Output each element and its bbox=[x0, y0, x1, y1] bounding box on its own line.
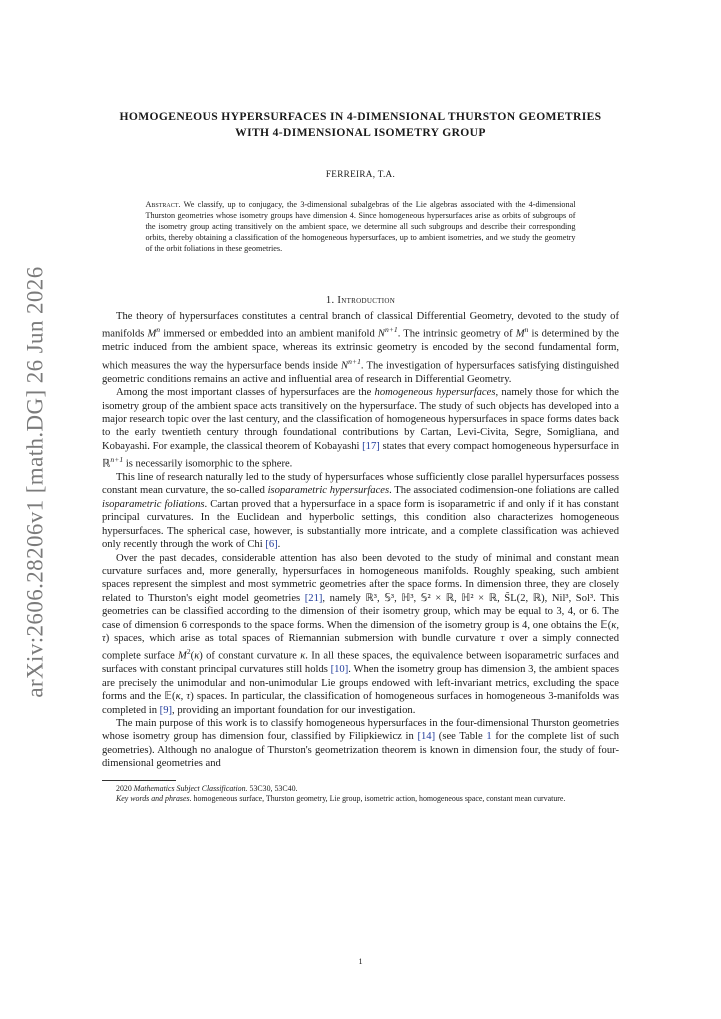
keywords-text: homogeneous surface, Thurston geometry, Lie group, isometric action, homogeneous space, constant mean curvature. bbox=[193, 793, 566, 803]
paper-page bbox=[102, 102, 619, 804]
paragraph-text: for the complete list of such geometries). Although no analogue of Thurston's geometrization theorem is known in dimension four, the study of four-dimensional geometries and bbox=[102, 731, 619, 770]
section-title: Introduction bbox=[337, 295, 396, 306]
paragraph-text: M bbox=[515, 328, 525, 340]
paragraph-text: ) spaces. In particular, the classification of homogeneous surfaces in homogeneous 3-manifolds was completed in bbox=[102, 691, 619, 716]
paragraph-text: ) of constant curvature bbox=[199, 650, 301, 662]
paragraph-text: . When the isometry group has dimension 3, the ambient spaces are precisely the unimodular and non-unimodular Lie groups endowed with left-invariant metrics, excluding the space forms and the 𝔼( bbox=[102, 664, 619, 703]
paragraph-text: Over the past decades, considerable attention has also been devoted to the study of minimal and constant mean curvature surfaces and, more generally, hypersurfaces in homogeneous manifolds. Roughly speaking, such ambient spaces represent the simplest and most symmetric geometries after the space forms. In dimension three, they are closely related to Thurston's eight model geometries bbox=[102, 552, 619, 604]
paragraph-text: ) spaces, which arise as total spaces of Riemannian submersion with bundle curvature bbox=[105, 632, 501, 644]
paragraph-text: . Cartan proved that a hypersurface in a space form is isoparametric if and only if it has constant principal curvatures. In the Euclidean and hyperbolic settings, this condition also characterizes homogeneous hypersurfaces. The spherical case, however, is substantially more intricate, and a complete classification was achieved only recently through the work of Chi bbox=[102, 498, 619, 551]
paragraph-text: N bbox=[377, 328, 385, 340]
paragraph-text: κ, τ bbox=[175, 691, 191, 703]
paragraph-text: is necessarily isomorphic to the sphere. bbox=[123, 458, 293, 470]
paragraph-text: M bbox=[147, 328, 157, 340]
abstract-text: We classify, up to conjugacy, the 3-dimensional subalgebras of the Lie algebras associated with the 4-dimensional Thurston geometries whose isometry groups have dimension 4. Since homogeneous hypersurfaces arise as orbits of subgroups of the isometry group acting transitively on the ambient space, we determine all such subgroups and describe their corresponding orbits, thereby obtaining a classification of the homogeneous hypersurfaces, up to ambient isometries, and we study the geometry of the orbit foliations in these geometries. bbox=[145, 200, 576, 253]
paragraph-text: immersed or embedded into an ambient manifold bbox=[160, 328, 378, 340]
paragraph-text: κ, τ bbox=[102, 619, 619, 644]
paragraph-text: . In all these spaces, the equivalence between isoparametric surfaces and surfaces with constant principal curvatures still holds bbox=[102, 650, 619, 676]
paragraph-text: over a simply connected complete surface bbox=[102, 632, 619, 662]
paragraph-text: . The associated codimension-one foliations are called bbox=[389, 485, 619, 497]
paragraph bbox=[102, 717, 619, 771]
paragraph-text: , namely ℝ³, 𝕊³, ℍ³, 𝕊² × ℝ, ℍ² × ℝ, S̃L(2, ℝ), Nil³, Sol³. This geometries can be classified according to the dimension of their isometry group, which may be equal to 3, 4, or 6. The case of dimension 6 corresponds to the space forms. When the dimension of the isometry group is 4, one obtains the 𝔼( bbox=[102, 592, 619, 631]
paragraph-text: states that every compact homogeneous hypersurface in ℝ bbox=[102, 440, 620, 470]
paragraph-text: n+1 bbox=[348, 356, 361, 366]
section-heading-introduction bbox=[102, 295, 619, 306]
paragraph-text: n bbox=[524, 325, 529, 335]
footnote-rule bbox=[102, 780, 176, 781]
paragraph-text: Among the most important classes of hypersurfaces are the bbox=[116, 387, 375, 399]
section-number: 1. bbox=[325, 295, 335, 306]
paragraph-text: M bbox=[178, 650, 187, 662]
paragraph-text: , namely those for which the isometry group of the ambient space acts transitively on the hypersurface. The study of such objects has developed into a major research topic over the last century, and the classification of homogeneous hypersurfaces in space forms dates back to the early twentieth century through foundational contributions by Cartan, Levi-Civita, Segre, Somigliana, and Kobayashi. For example, the classical theorem of Kobayashi bbox=[102, 387, 619, 452]
paragraph-text: n bbox=[156, 325, 161, 335]
paragraph-text: n+1 bbox=[384, 325, 398, 335]
paragraph-text: The main purpose of this work is to classify homogeneous hypersurfaces in the four-dimensional Thurston geometries whose isometry group has dimension four, classified by Filipkiewicz in bbox=[102, 717, 619, 743]
footnote-keywords bbox=[102, 794, 619, 804]
paper-title: HOMOGENEOUS HYPERSURFACES IN 4-DIMENSIONAL THURSTON GEOMETRIES WITH 4-DIMENSIONAL ISOMETRY GROUP bbox=[119, 110, 602, 139]
paragraph-text: N bbox=[341, 360, 349, 372]
paragraph-text: isoparametric hypersurfaces bbox=[267, 485, 390, 497]
citation-link[interactable]: [9] bbox=[159, 704, 173, 716]
paragraph-text: κ bbox=[300, 650, 306, 662]
citation-link[interactable]: [10] bbox=[330, 664, 349, 676]
paragraph-text: is determined by the metric induced from the ambient space, whereas its extrinsic geometry is encoded by the second fundamental form, which measures the way the hypersurface bends inside bbox=[102, 328, 619, 372]
paragraph-text: (see Table bbox=[435, 731, 487, 743]
paragraph bbox=[102, 310, 619, 386]
citation-link[interactable]: [21] bbox=[304, 592, 323, 604]
citation-link[interactable]: [17] bbox=[362, 440, 380, 452]
citation-link[interactable]: [6] bbox=[265, 539, 278, 551]
paragraph bbox=[102, 552, 619, 717]
citation-link[interactable]: 1 bbox=[486, 731, 492, 743]
paragraph-text: , providing an important foundation for our investigation. bbox=[172, 704, 416, 716]
footnotes bbox=[102, 784, 619, 805]
introduction-body bbox=[102, 310, 619, 771]
abstract-label: Abstract. bbox=[145, 200, 181, 209]
paragraph-text: . bbox=[277, 539, 281, 551]
paragraph-text: The theory of hypersurfaces constitutes a central branch of classical Differential Geometry, devoted to the study of manifolds bbox=[102, 311, 619, 340]
paragraph-text: homogeneous hypersurfaces bbox=[374, 387, 496, 399]
msc-year: 2020 bbox=[116, 783, 132, 793]
citation-link[interactable]: [14] bbox=[417, 731, 436, 743]
arxiv-identifier-text: arXiv:2606.28206v1 [math.DG] 26 Jun 2026 bbox=[23, 266, 48, 698]
paragraph bbox=[102, 386, 619, 471]
paragraph-text: This line of research naturally led to the study of hypersurfaces whose sufficiently close parallel hypersurfaces possess constant mean curvature, the so-called bbox=[102, 472, 619, 497]
paragraph-text: 2 bbox=[186, 647, 191, 657]
paragraph-text: n+1 bbox=[110, 455, 124, 465]
footnote-msc bbox=[102, 784, 619, 794]
paragraph bbox=[102, 471, 619, 551]
keywords-label: Key words and phrases. bbox=[116, 793, 192, 803]
paragraph-text: . The intrinsic geometry of bbox=[397, 328, 516, 340]
paragraph-text: . The investigation of hypersurfaces satisfying distinguished geometric conditions remains an active and influential area of research in Differential Geometry. bbox=[102, 360, 619, 385]
paragraph-text: τ bbox=[500, 632, 505, 644]
paper-author: FERREIRA, T.A. bbox=[325, 169, 396, 179]
arxiv-identifier-stamp bbox=[14, 266, 58, 698]
paragraph-text: ( bbox=[190, 650, 195, 662]
page-number: 1 bbox=[358, 957, 363, 966]
msc-codes: 53C30, 53C40. bbox=[249, 783, 298, 793]
paragraph-text: κ bbox=[194, 650, 200, 662]
msc-label: Mathematics Subject Classification. bbox=[133, 783, 248, 793]
abstract bbox=[146, 199, 576, 254]
paragraph-text: isoparametric foliations bbox=[102, 498, 205, 510]
